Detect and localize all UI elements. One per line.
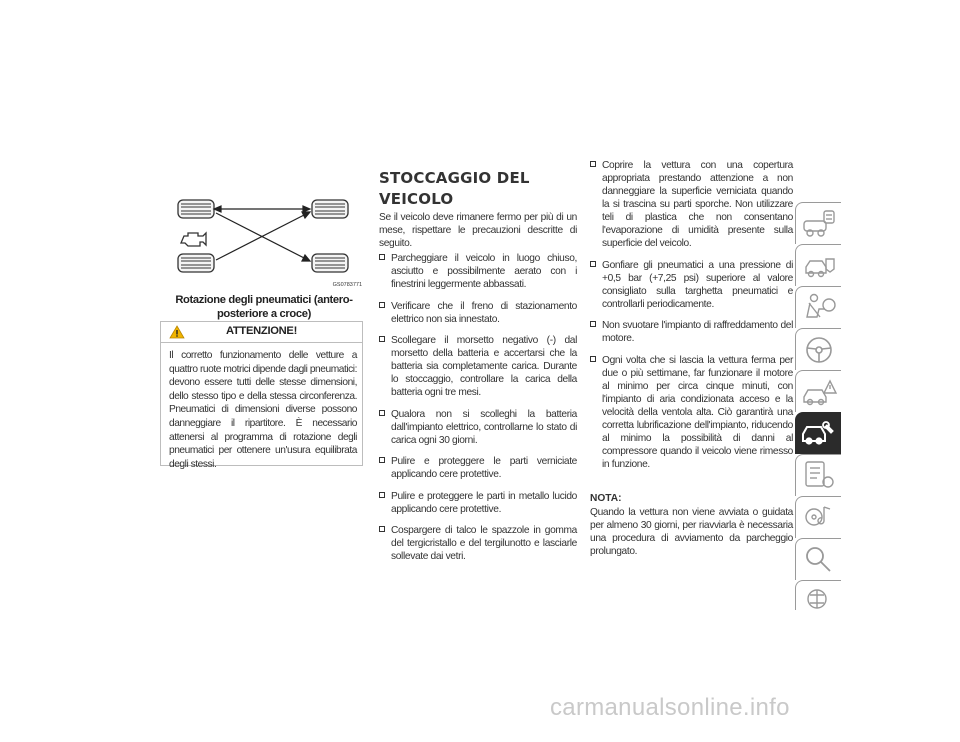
side-tab-driving[interactable] [795, 328, 841, 370]
tire-rotation-diagram [176, 190, 364, 288]
list-item: Ogni volta che si lascia la vettura ferma per due o più settimane, far funzionare il motore al minimo per circa cinque minuti, con l'impianto di aria condizionata acceso e la velocità della ventola alta. Ciò garantirà una corretta lubrificazione dell'impianto, riducendo al minimo la possibilità di danni al compressore quando il veicolo viene rimesso in funzione. [590, 354, 793, 471]
list-item: Gonfiare gli pneumatici a una pressione di +0,5 bar (+7,25 psi) superiore al valore consigliato sulla targhetta pneumatici e controllarli periodicamente. [590, 259, 793, 311]
side-tab-specs[interactable] [795, 454, 841, 496]
list-item: Cospargere di talco le spazzole in gomma del tergicristallo e del tergilunotto e lasciarle sollevate dai vetri. [379, 524, 577, 563]
multimedia-icon [800, 501, 838, 535]
watermark: carmanualsonline.info [550, 694, 790, 721]
roadside-emergency-icon [800, 375, 838, 409]
magnifier-index-icon [800, 543, 838, 577]
tire-rear-right [312, 254, 348, 272]
car-safety-icon [800, 249, 838, 283]
languages-icon [800, 585, 838, 611]
engine-icon [181, 233, 206, 246]
side-tab-dashboard[interactable] [795, 202, 841, 244]
warning-box [160, 321, 363, 470]
figure-code: GS0783771 [332, 282, 362, 288]
checkbox-bullet-icon [379, 254, 385, 260]
checkbox-bullet-icon [379, 302, 385, 308]
checkbox-bullet-icon [590, 321, 596, 327]
warning-title: ATTENZIONE! [225, 325, 298, 337]
side-tab-emergency[interactable] [795, 370, 841, 412]
side-tab-index[interactable] [795, 538, 841, 580]
figure-caption: Rotazione degli pneumatici (antero-posteriore a croce) [175, 294, 353, 320]
warning-header [161, 322, 362, 343]
car-dashboard-icon [800, 207, 838, 241]
checkbox-bullet-icon [590, 261, 596, 267]
checkbox-bullet-icon [379, 410, 385, 416]
list-item: Verificare che il freno di stazionamento elettrico non sia innestato. [379, 300, 577, 326]
storage-list-col1 [379, 252, 577, 572]
note-text: Quando la vettura non viene avviata o guidata per almeno 30 giorni, per riavviarla è necessaria una procedura di avviamento da parcheggio prolungato. [590, 507, 793, 557]
list-item: Pulire e proteggere le parti verniciate applicando cere protettive. [379, 455, 577, 481]
tire-front-left [178, 200, 214, 218]
checkbox-bullet-icon [379, 457, 385, 463]
checkbox-bullet-icon [590, 356, 596, 362]
checkbox-bullet-icon [379, 492, 385, 498]
section-heading: STOCCAGGIO DEL VEICOLO [379, 169, 530, 208]
steering-wheel-icon [800, 333, 838, 367]
tire-rear-left [178, 254, 214, 272]
list-item: Parcheggiare il veicolo in luogo chiuso, asciutto e possibilmente aerato con i finestrini leggermente abbassati. [379, 252, 577, 291]
side-tab-service[interactable] [795, 412, 841, 454]
checkbox-bullet-icon [379, 336, 385, 342]
tire-front-right [312, 200, 348, 218]
technical-specs-icon [800, 459, 838, 493]
storage-list-col2 [590, 159, 793, 479]
side-tab-languages[interactable] [795, 580, 841, 610]
side-tab-safety[interactable] [795, 244, 841, 286]
list-item: Pulire e proteggere le parti in metallo lucido applicando cere protettive. [379, 490, 577, 516]
side-tab-seatbelt[interactable] [795, 286, 841, 328]
seatbelt-airbag-icon [800, 291, 838, 325]
car-service-icon [800, 417, 838, 451]
side-tab-multimedia[interactable] [795, 496, 841, 538]
list-item: Non svuotare l'impianto di raffreddamento del motore. [590, 319, 793, 345]
warning-text: Il corretto funzionamento delle vetture a quattro ruote motrici dipende dagli pneumatici: devono essere tutti delle stesse dimensioni, dello stesso tipo e della stessa circonferenza. Pneumatici di dimensioni diverse possono danneggiare il ripartitore. È necessario attenersi al programma di rotazione degli pneumatici per ottenere un'usura equilibrata degli stessi. [169, 350, 357, 470]
list-item: Coprire la vettura con una copertura appropriata prestando attenzione a non danneggiare la superficie verniciata quando la si trascina su parti sporche. Non utilizzare teli di plastica che non consentano l'evaporazione di umidità presente sulla superficie del veicolo. [590, 159, 793, 250]
note-label: NOTA: [590, 493, 622, 504]
list-item: Qualora non si scolleghi la batteria dall'impianto elettrico, controllarne lo stato di carica ogni 30 giorni. [379, 408, 577, 447]
checkbox-bullet-icon [379, 526, 385, 532]
list-item: Scollegare il morsetto negativo (-) dal morsetto della batteria e accertarsi che la batteria sia completamente carica. Durante lo stoccaggio, controllare la carica della batteria ogni tre mesi. [379, 334, 577, 399]
section-intro: Se il veicolo deve rimanere fermo per più di un mese, rispettare le precauzioni descritte di seguito. [379, 212, 577, 249]
checkbox-bullet-icon [590, 161, 596, 167]
